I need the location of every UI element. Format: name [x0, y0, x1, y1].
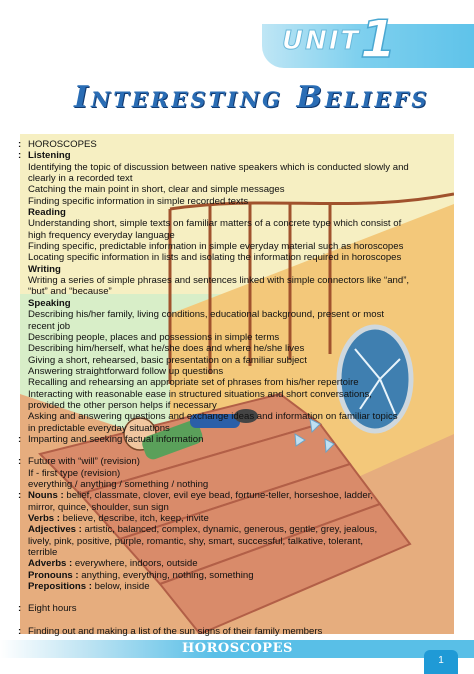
speaking-line: Describing people, places and possessions in simple terms: [28, 331, 280, 343]
adverbs-text: everywhere, indoors, outside: [72, 558, 198, 570]
speaking-line: Asking and answering questions and exchange ideas and information on familiar topics: [28, 411, 398, 423]
reading-line: Understanding short, simple texts on familiar matters of a concrete type which consist of: [28, 218, 402, 230]
prepositions-line: [28, 581, 410, 592]
nouns-line: [28, 490, 410, 501]
unit-label: UNIT: [282, 26, 361, 56]
prepositions-label: Prepositions :: [28, 581, 92, 593]
reading-line: Locating specific information in lists and isolating the information required in horoscopes: [28, 252, 402, 264]
duration-row: : Eight hours: [18, 603, 410, 614]
listening-line: clearly in a recorded text: [28, 173, 133, 185]
speaking-line: Answering straightforward follow up questions: [28, 365, 224, 377]
pronouns-label: Pronouns :: [28, 569, 79, 581]
footer-title: HOROSCOPES: [182, 641, 293, 656]
adverbs-label: Adverbs :: [28, 558, 73, 570]
nouns-line-2: mirror, quince, shoulder, sun sign: [28, 501, 169, 513]
adjectives-text: artistic, balanced, complex, dynamic, generous, gentle, grey, jealous,: [81, 524, 378, 536]
verbs-text: believe, describe, itch, keep, invite: [60, 513, 209, 524]
unit-number: 1: [360, 10, 397, 70]
structure-line: If - first type (revision): [28, 467, 121, 479]
page-title: Interesting Beliefs: [74, 80, 430, 115]
duration: Eight hours: [28, 603, 77, 615]
structure-line: Future with “will” (revision): [28, 456, 140, 468]
verbs-label: Verbs :: [28, 513, 60, 524]
page-number: 1: [424, 650, 458, 674]
listening-line: Finding specific information in simple recorded texts: [28, 195, 249, 207]
speaking-line: Describing him/herself, what he/she does and where he/she lives: [28, 343, 305, 355]
writing-heading: Writing: [28, 263, 61, 275]
writing-line: “but” and “because”: [28, 286, 112, 298]
speaking-line: recent job: [28, 320, 71, 332]
speaking-heading: Speaking: [28, 297, 71, 309]
theme-row: : HOROSCOPES: [18, 139, 410, 150]
listening-heading: Listening: [28, 150, 71, 162]
theme: HOROSCOPES: [28, 139, 97, 150]
reading-heading: Reading: [28, 207, 66, 219]
pronouns-text: anything, everything, nothing, something: [78, 569, 254, 581]
speaking-line: Describing his/her family, living conditions, educational background, present or most: [28, 309, 385, 321]
reading-line: Finding specific, predictable information in simple everyday material such as horoscopes: [28, 241, 404, 253]
structures-row: : Future with “will” (revision) If - first type (revision) everything / anything / something / nothing: [18, 456, 410, 490]
adverbs-line: [28, 558, 410, 569]
function-row: : Imparting and seeking factual information: [18, 434, 410, 445]
speaking-line: provided the other person helps if necessary: [28, 399, 217, 411]
reading-line: high frequency everyday language: [28, 229, 175, 241]
listening-line: Identifying the topic of discussion between native speakers which is conducted slowly and: [28, 161, 409, 173]
prepositions-text: below, inside: [91, 581, 150, 593]
speaking-line: Recalling and rehearsing an appropriate set of phrases from his/her repertoire: [28, 377, 359, 389]
pronouns-line: [28, 570, 410, 581]
writing-line: Writing a series of simple phrases and sentences linked with simple connectors like “and”,: [28, 275, 410, 287]
adjectives-label: Adjectives :: [28, 524, 82, 536]
task: Finding out and making a list of the sun signs of their family members: [28, 625, 323, 637]
function: Imparting and seeking factual information: [28, 433, 204, 445]
syllabus-overview: [18, 139, 410, 637]
nouns-label: Nouns :: [28, 490, 64, 502]
speaking-line: Interacting with reasonable ease in structured situations and short conversations,: [28, 388, 372, 400]
adjectives-line-2: lively, pink, positive, purple, romantic, shy, smart, successful, talkative, tolerant,: [28, 535, 364, 547]
speaking-line: in predictable everyday situations: [28, 422, 170, 434]
skills-row: : Listening Identifying the topic of discussion between native speakers which is conducted slowly and clearly in a recorded text Catching the main point in short, clear and simple messages Finding specific information in simple recorded texts Reading Understanding short, simple texts on familiar matters of a concrete type which consist of high frequency everyday language Finding specific, predictable information in simple everyday material such as horoscopes Locating specific information in lists and isolating the information required in horoscopes Writing Writing a series of simple phrases and sentences linked with simple connectors like “and”, “but” and “because” Speaking Describing his/her family, living conditions, educational background, present or most recent job Describing people, places and possessions in simple terms Describing him/herself, what he/she does and where he/she lives Giving a short, rehearsed, basic presentation on a familiar subject Answering straightforward follow up questions Recalling and rehearsing an appropriate set of phrases from his/her repertoire Interacting with reasonable ease in structured situations and short conversations, provided the other person helps if necessary Asking and answering questions and exchange ideas and information on familiar topics in predictable everyday situations: [18, 150, 410, 434]
adjectives-line: [28, 524, 410, 535]
listening-line: Catching the main point in short, clear and simple messages: [28, 184, 285, 196]
adjectives-line-3: terrible: [28, 547, 58, 559]
verbs-line: [28, 513, 410, 524]
nouns-text: belief, classmate, clover, evil eye bead, fortune-teller, horseshoe, ladder,: [63, 490, 374, 502]
vocabulary-row: : Nouns : belief, classmate, clover, evil eye bead, fortune-teller, horseshoe, ladder, mirror, quince, shoulder, sun sign Verbs : believe, describe, itch, keep, invite Adjectives : artistic, balanced, complex, dynamic, generous, gentle, grey, jealous, lively, pink, positive, purple, romantic, shy, smart, successful, talkative, tolerant, terrible Adverbs : everywhere, indoors, outside Pronouns : anything, everything, nothing, something Prepositions : below, inside: [18, 490, 410, 592]
structure-line: everything / anything / something / nothing: [28, 478, 209, 490]
task-row: : Finding out and making a list of the sun signs of their family members: [18, 626, 410, 637]
speaking-line: Giving a short, rehearsed, basic presentation on a familiar subject: [28, 354, 307, 366]
